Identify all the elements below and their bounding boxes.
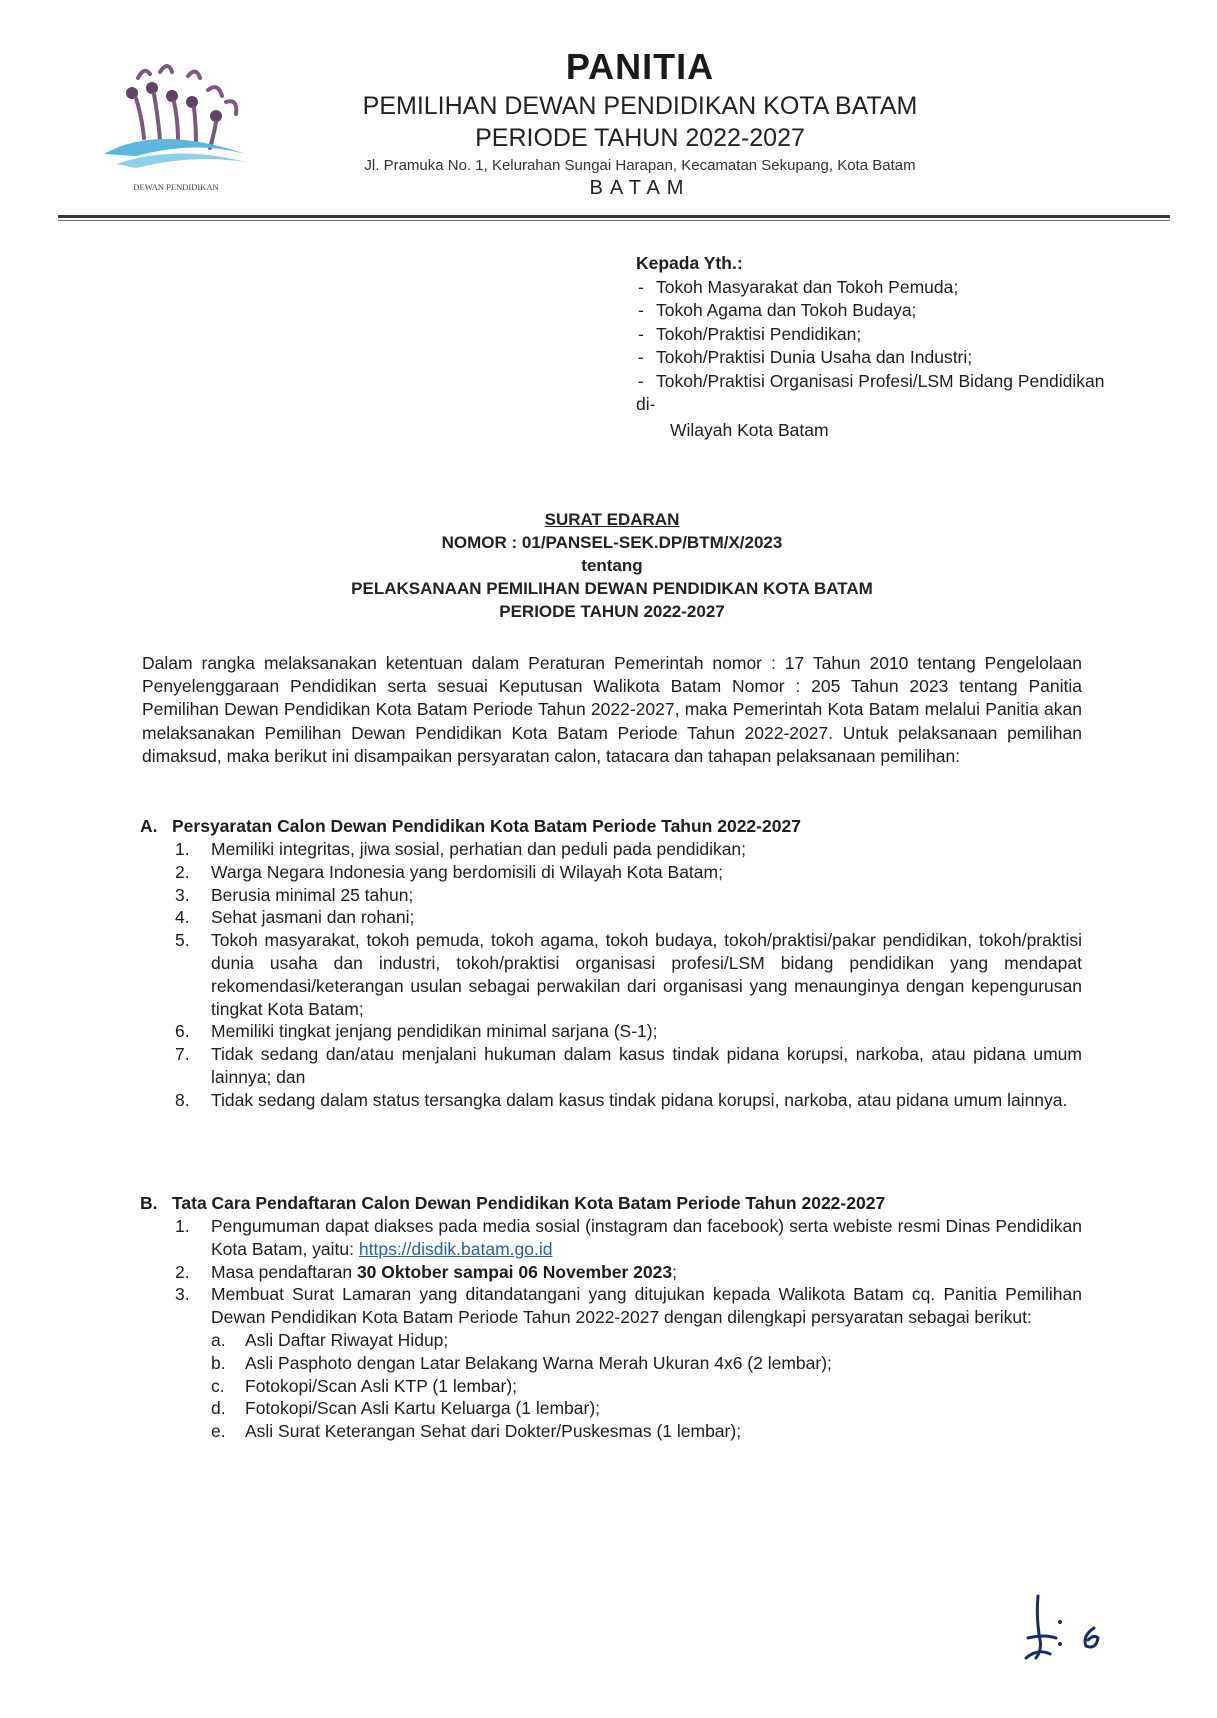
item-suffix: ; <box>672 1261 677 1282</box>
sub-item-text: Fotokopi/Scan Asli KTP (1 lembar); <box>245 1375 518 1396</box>
sub-item-text: Asli Daftar Riwayat Hidup; <box>245 1329 449 1350</box>
list-item <box>172 1089 1082 1112</box>
recipient-item: - Tokoh/Praktisi Organisasi Profesi/LSM Bidang Pendidikan <box>636 370 1106 394</box>
list-item <box>172 1261 1082 1284</box>
document-about: tentang <box>581 556 643 575</box>
sub-item <box>211 1352 1082 1375</box>
intro-paragraph: Dalam rangka melaksanakan ketentuan dalam Peraturan Pemerintah nomor : 17 Tahun 2010 tentang Pengelolaan Penyelenggaraan Pendidikan serta sesuai Keputusan Walikota Batam Nomor : 205 Tahun 2023 tentang Panitia Pemilihan Dewan Pendidikan Kota Batam Periode Tahun 2022-2027, maka Pemerintah Kota Batam melalui Panitia akan melaksanakan Pemilihan Dewan Pendidikan Kota Batam Periode Tahun 2022-2027. Untuk pelaksanaan pemilihan dimaksud, maka berikut ini disampaikan persyaratan calon, tatacara dan tahapan pelaksanaan pemilihan: <box>142 653 1082 766</box>
letterhead-title: PANITIA <box>565 46 715 87</box>
document-requirements-sublist <box>211 1329 1082 1443</box>
letterhead-period: PERIODE TAHUN 2022-2027 <box>475 124 805 152</box>
letterhead-committee-name: PEMILIHAN DEWAN PENDIDIKAN KOTA BATAM <box>362 92 918 120</box>
disdik-website-link[interactable]: https://disdik.batam.go.id <box>358 1238 553 1259</box>
recipient-item: - Tokoh/Praktisi Dunia Usaha dan Industri; <box>636 346 1106 370</box>
item-text: Memiliki integritas, jiwa sosial, perhatian dan peduli pada pendidikan; <box>211 839 747 859</box>
section-letter: B. <box>140 1193 158 1213</box>
sub-item-letter: c. <box>211 1375 225 1396</box>
item-number: 3. <box>175 884 190 905</box>
sub-item-letter: b. <box>211 1352 226 1373</box>
sub-item-text: Fotokopi/Scan Asli Kartu Keluarga (1 lembar); <box>245 1398 601 1419</box>
list-item <box>172 929 1082 1020</box>
item-number: 4. <box>175 907 190 928</box>
letterhead-divider-thin <box>58 220 1170 221</box>
item-text: Memiliki tingkat jenjang pendidikan minimal sarjana (S-1); <box>211 1021 658 1042</box>
addressee-place-label: di- <box>636 394 656 414</box>
document-type: SURAT EDARAN <box>544 510 680 529</box>
sub-item <box>211 1420 1082 1443</box>
initial-signature <box>1016 1588 1116 1668</box>
item-number: 1. <box>175 1216 190 1236</box>
sub-item-letter: e. <box>211 1421 226 1442</box>
sub-item-text: Asli Pasphoto dengan Latar Belakang Warna Merah Ukuran 4x6 (2 lembar); <box>245 1352 832 1373</box>
section-title: Tata Cara Pendaftaran Calon Dewan Pendidikan Kota Batam Periode Tahun 2022-2027 <box>172 1193 886 1213</box>
item-number: 7. <box>175 1044 190 1065</box>
recipient-item: - Tokoh Agama dan Tokoh Budaya; <box>636 299 1106 323</box>
item-number: 1. <box>175 839 190 859</box>
item-text: Masa pendaftaran <box>211 1261 353 1282</box>
addressee-block <box>636 252 1106 442</box>
sub-item <box>211 1329 1082 1352</box>
sub-item-text: Asli Surat Keterangan Sehat dari Dokter/Puskesmas (1 lembar); <box>245 1421 742 1442</box>
recipient-item: - Tokoh Masyarakat dan Tokoh Pemuda; <box>636 276 1106 300</box>
list-item <box>172 1043 1082 1089</box>
item-text: Warga Negara Indonesia yang berdomisili di Wilayah Kota Batam; <box>211 861 723 882</box>
section-letter: A. <box>140 816 158 836</box>
section-title: Persyaratan Calon Dewan Pendidikan Kota Batam Periode Tahun 2022-2027 <box>172 816 801 836</box>
letterhead-address: Jl. Pramuka No. 1, Kelurahan Sungai Harapan, Kecamatan Sekupang, Kota Batam <box>364 157 916 174</box>
letterhead-divider <box>58 215 1170 218</box>
requirements-list <box>172 838 1082 1112</box>
item-number: 2. <box>175 1261 190 1282</box>
sub-item <box>211 1397 1082 1420</box>
item-number: 8. <box>175 1089 190 1110</box>
addressee-heading: Kepada Yth.: <box>636 253 743 273</box>
list-item <box>172 1020 1082 1043</box>
list-item <box>172 1283 1082 1443</box>
recipient-item: - Tokoh/Praktisi Pendidikan; <box>636 323 1106 347</box>
document-number: NOMOR : 01/PANSEL-SEK.DP/BTM/X/2023 <box>441 533 783 552</box>
item-text: Tokoh masyarakat, tokoh pemuda, tokoh agama, tokoh budaya, tokoh/praktisi/pakar pendidikan, tokoh/praktisi dunia usaha dan industri, tokoh/praktisi organisasi profesi/LSM bidang pendidikan yang mendapat rekomendasi/keterangan usulan sebagai perwakilan dari organisasi yang menaunginya dengan kepengurusan tingkat Kota Batam; <box>211 930 1082 1019</box>
item-text: Membuat Surat Lamaran yang ditandatangani yang ditujukan kepada Walikota Batam cq. Panitia Pemilihan Dewan Pendidikan Kota Batam Periode Tahun 2022-2027 dengan dilengkapi persyaratan sebagai berikut: <box>211 1284 1082 1328</box>
sub-item <box>211 1375 1082 1398</box>
addressee-place: Wilayah Kota Batam <box>670 419 829 440</box>
letterhead-city: BATAM <box>589 177 691 199</box>
list-item <box>172 1215 1082 1261</box>
section-a-heading <box>140 815 801 838</box>
document-period: PERIODE TAHUN 2022-2027 <box>499 602 725 621</box>
document-subject: PELAKSANAAN PEMILIHAN DEWAN PENDIDIKAN KOTA BATAM <box>351 579 873 598</box>
sub-item-letter: d. <box>211 1398 226 1419</box>
list-item <box>172 906 1082 929</box>
item-text: Sehat jasmani dan rohani; <box>211 907 415 928</box>
circular-title-block <box>0 508 1217 623</box>
registration-period: 30 Oktober sampai 06 November 2023 <box>356 1261 673 1282</box>
list-item <box>172 838 1082 861</box>
section-b-heading <box>140 1192 885 1215</box>
item-text: Tidak sedang dalam status tersangka dalam kasus tindak pidana korupsi, narkoba, atau pidana umum lainnya. <box>211 1089 1068 1110</box>
item-text: Berusia minimal 25 tahun; <box>211 884 414 905</box>
sub-item-letter: a. <box>211 1329 226 1350</box>
item-number: 2. <box>175 861 190 882</box>
list-item <box>172 884 1082 907</box>
list-item <box>172 861 1082 884</box>
item-text: Pengumuman dapat diakses pada media sosial (instagram dan facebook) serta webiste resmi Dinas Pendidikan Kota Batam, yaitu: <box>211 1216 1082 1259</box>
item-number: 6. <box>175 1021 190 1042</box>
registration-list <box>172 1215 1082 1443</box>
item-number: 3. <box>175 1284 190 1305</box>
logo-caption: DEWAN PENDIDIKAN <box>133 182 219 192</box>
item-number: 5. <box>175 930 190 951</box>
item-text: Tidak sedang dan/atau menjalani hukuman dalam kasus tindak pidana korupsi, narkoba, atau pidana umum lainnya; dan <box>211 1044 1082 1087</box>
